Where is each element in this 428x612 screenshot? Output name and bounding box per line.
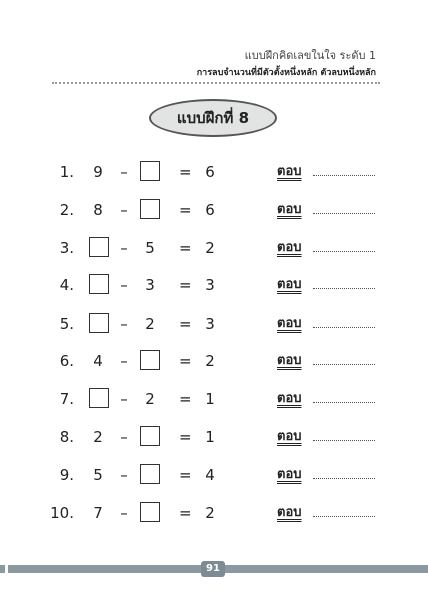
difference: 3	[205, 276, 215, 294]
answer-box[interactable]	[89, 388, 109, 408]
minus-sign: –	[120, 428, 128, 446]
problem-row	[0, 160, 428, 184]
subtrahend: 5	[145, 239, 155, 257]
difference: 1	[205, 428, 215, 446]
equals-sign: =	[179, 163, 192, 181]
answer-label: ตอบ	[277, 353, 302, 368]
minus-sign: –	[120, 201, 128, 219]
problem-number: 3.	[59, 239, 74, 257]
worksheet-subtitle: การลบจำนวนที่มีตัวตั้งหนึ่งหลัก ตัวลบหนึ่งหลัก	[196, 68, 376, 78]
answer-box[interactable]	[140, 199, 160, 219]
equals-sign: =	[179, 390, 192, 408]
answer-box[interactable]	[140, 464, 160, 484]
page-number: 91	[201, 561, 225, 577]
difference: 6	[205, 201, 215, 219]
answer-label: ตอบ	[277, 240, 302, 255]
equals-sign: =	[179, 428, 192, 446]
answer-box[interactable]	[89, 313, 109, 333]
problem-row	[0, 273, 428, 297]
answer-line[interactable]	[313, 327, 375, 328]
minus-sign: –	[120, 390, 128, 408]
answer-label: ตอบ	[277, 277, 302, 292]
equals-sign: =	[179, 504, 192, 522]
minus-sign: –	[120, 504, 128, 522]
answer-label: ตอบ	[277, 391, 302, 406]
answer-box[interactable]	[140, 426, 160, 446]
problem-row	[0, 463, 428, 487]
difference: 2	[205, 352, 215, 370]
minus-sign: –	[120, 466, 128, 484]
answer-label: ตอบ	[277, 467, 302, 482]
problem-row	[0, 312, 428, 336]
answer-line[interactable]	[313, 516, 375, 517]
answer-line[interactable]	[313, 440, 375, 441]
difference: 6	[205, 163, 215, 181]
problem-number: 7.	[59, 390, 74, 408]
minuend: 9	[93, 163, 103, 181]
equals-sign: =	[179, 239, 192, 257]
answer-line[interactable]	[313, 213, 375, 214]
answer-label: ตอบ	[277, 316, 302, 331]
answer-box[interactable]	[140, 502, 160, 522]
answer-label: ตอบ	[277, 164, 302, 179]
problem-number: 10.	[50, 504, 74, 522]
problem-number: 6.	[59, 352, 74, 370]
difference: 1	[205, 390, 215, 408]
header-divider	[52, 82, 380, 84]
problem-number: 9.	[59, 466, 74, 484]
equals-sign: =	[179, 201, 192, 219]
minuend: 2	[93, 428, 103, 446]
problem-row	[0, 425, 428, 449]
answer-box[interactable]	[140, 350, 160, 370]
difference: 2	[205, 239, 215, 257]
subtrahend: 2	[145, 390, 155, 408]
answer-box[interactable]	[89, 274, 109, 294]
minuend: 4	[93, 352, 103, 370]
problem-number: 2.	[59, 201, 74, 219]
minus-sign: –	[120, 315, 128, 333]
answer-line[interactable]	[313, 402, 375, 403]
minus-sign: –	[120, 239, 128, 257]
problem-number: 4.	[59, 276, 74, 294]
subtrahend: 2	[145, 315, 155, 333]
equals-sign: =	[179, 276, 192, 294]
problem-row	[0, 387, 428, 411]
answer-label: ตอบ	[277, 202, 302, 217]
answer-line[interactable]	[313, 251, 375, 252]
difference: 2	[205, 504, 215, 522]
problem-number: 1.	[59, 163, 74, 181]
minus-sign: –	[120, 352, 128, 370]
answer-box[interactable]	[89, 237, 109, 257]
problem-number: 8.	[59, 428, 74, 446]
equals-sign: =	[179, 466, 192, 484]
difference: 3	[205, 315, 215, 333]
book-title: แบบฝึกคิดเลขในใจ ระดับ 1	[244, 49, 376, 62]
problem-number: 5.	[59, 315, 74, 333]
equals-sign: =	[179, 315, 192, 333]
answer-label: ตอบ	[277, 429, 302, 444]
equals-sign: =	[179, 352, 192, 370]
minuend: 8	[93, 201, 103, 219]
answer-label: ตอบ	[277, 505, 302, 520]
problem-row	[0, 501, 428, 525]
answer-line[interactable]	[313, 288, 375, 289]
problem-row	[0, 198, 428, 222]
problem-row	[0, 236, 428, 260]
minus-sign: –	[120, 276, 128, 294]
exercise-title: แบบฝึกที่ 8	[149, 99, 277, 137]
footer-bar-left	[0, 565, 5, 573]
minus-sign: –	[120, 163, 128, 181]
minuend: 7	[93, 504, 103, 522]
problem-row	[0, 349, 428, 373]
answer-line[interactable]	[313, 364, 375, 365]
answer-box[interactable]	[140, 161, 160, 181]
difference: 4	[205, 466, 215, 484]
minuend: 5	[93, 466, 103, 484]
subtrahend: 3	[145, 276, 155, 294]
answer-line[interactable]	[313, 478, 375, 479]
answer-line[interactable]	[313, 175, 375, 176]
